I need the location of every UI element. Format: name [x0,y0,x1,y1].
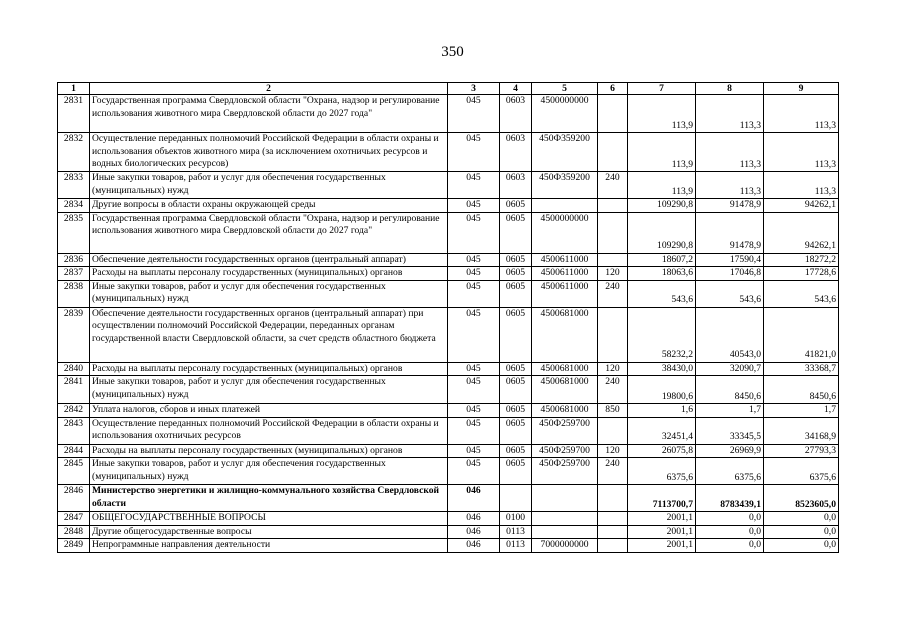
target-article-cell: 4500681000 [532,404,598,418]
ministry-code-cell: 045 [448,417,500,444]
target-article-cell: 4500611000 [532,267,598,281]
ministry-code-cell: 045 [448,172,500,199]
expense-type-cell [598,199,628,213]
item-name-cell: Иные закупки товаров, работ и услуг для обеспечения государственных (муниципальных) нужд [90,172,448,199]
section-code-cell: 0100 [500,512,532,526]
section-code-cell: 0605 [500,212,532,253]
row-number-cell: 2837 [58,267,90,281]
amount-2027-cell: 543,6 [764,280,839,307]
section-code-cell: 0113 [500,539,532,553]
target-article-cell [532,525,598,539]
item-name-cell: Обеспечение деятельности государственных органов (центральный аппарат) [90,253,448,267]
item-name-cell: Расходы на выплаты персоналу государственных (муниципальных) органов [90,267,448,281]
expense-type-cell [598,253,628,267]
target-article-cell: 450Ф359200 [532,133,598,172]
amount-2025-cell: 1,6 [628,404,696,418]
target-article-cell: 4500681000 [532,376,598,404]
header-cell: 8 [696,83,764,95]
ministry-code-cell: 045 [448,212,500,253]
header-cell: 9 [764,83,839,95]
item-name-cell: Иные закупки товаров, работ и услуг для обеспечения государственных (муниципальных) нужд [90,376,448,404]
section-code-cell: 0605 [500,376,532,404]
expense-type-cell: 240 [598,458,628,485]
amount-2025-cell: 543,6 [628,280,696,307]
expense-type-cell [598,307,628,362]
amount-2026-cell: 33345,5 [696,417,764,444]
table-row [58,376,839,404]
ministry-code-cell: 045 [448,253,500,267]
item-name-cell: Другие общегосударственные вопросы [90,525,448,539]
ministry-code-cell: 045 [448,404,500,418]
amount-2025-cell: 2001,1 [628,539,696,553]
ministry-code-cell: 045 [448,362,500,376]
section-code-cell: 0113 [500,525,532,539]
amount-2025-cell: 58232,2 [628,307,696,362]
item-name-cell: Государственная программа Свердловской области "Охрана, надзор и регулирование использования животного мира Свердловской области до 2027 года" [90,212,448,253]
row-number-cell: 2848 [58,525,90,539]
amount-2025-cell: 7113700,7 [628,485,696,512]
item-name-cell: Государственная программа Свердловской области "Охрана, надзор и регулирование использования животного мира Свердловской области до 2027 года" [90,95,448,133]
amount-2027-cell: 113,3 [764,95,839,133]
amount-2025-cell: 38430,0 [628,362,696,376]
amount-2025-cell: 109290,8 [628,212,696,253]
item-name-cell: Иные закупки товаров, работ и услуг для обеспечения государственных (муниципальных) нужд [90,458,448,485]
page-number: 350 [441,44,464,60]
amount-2026-cell: 17046,8 [696,267,764,281]
row-number-cell: 2835 [58,212,90,253]
target-article-cell: 4500681000 [532,362,598,376]
row-number-cell: 2845 [58,458,90,485]
target-article-cell: 4500681000 [532,307,598,362]
ministry-code-cell: 045 [448,444,500,458]
section-code-cell: 0603 [500,172,532,199]
amount-2025-cell: 26075,8 [628,444,696,458]
amount-2027-cell: 8450,6 [764,376,839,404]
amount-2026-cell: 26969,9 [696,444,764,458]
amount-2027-cell: 27793,3 [764,444,839,458]
ministry-code-cell: 045 [448,307,500,362]
amount-2025-cell: 6375,6 [628,458,696,485]
table-row [58,212,839,253]
table-row [58,95,839,133]
amount-2026-cell: 91478,9 [696,199,764,213]
item-name-cell: Уплата налогов, сборов и иных платежей [90,404,448,418]
ministry-code-cell: 046 [448,485,500,512]
target-article-cell [532,512,598,526]
ministry-code-cell: 046 [448,512,500,526]
amount-2026-cell: 0,0 [696,512,764,526]
expense-type-cell: 240 [598,376,628,404]
amount-2026-cell: 113,3 [696,95,764,133]
table-row [58,199,839,213]
expense-type-cell [598,539,628,553]
amount-2026-cell: 32090,7 [696,362,764,376]
amount-2026-cell: 8450,6 [696,376,764,404]
target-article-cell: 450Ф259700 [532,417,598,444]
amount-2027-cell: 94262,1 [764,199,839,213]
table-row [58,362,839,376]
amount-2027-cell: 6375,6 [764,458,839,485]
table-row [58,404,839,418]
section-code-cell: 0605 [500,280,532,307]
row-number-cell: 2833 [58,172,90,199]
section-code-cell: 0605 [500,267,532,281]
expense-type-cell [598,512,628,526]
ministry-code-cell: 046 [448,525,500,539]
amount-2025-cell: 18063,6 [628,267,696,281]
header-cell: 7 [628,83,696,95]
budget-table [57,82,839,553]
expense-type-cell [598,212,628,253]
target-article-cell: 450Ф359200 [532,172,598,199]
table-row [58,417,839,444]
target-article-cell: 4500000000 [532,95,598,133]
expense-type-cell [598,95,628,133]
section-code-cell: 0605 [500,307,532,362]
table-row [58,512,839,526]
row-number-cell: 2847 [58,512,90,526]
amount-2026-cell: 40543,0 [696,307,764,362]
table-row [58,444,839,458]
target-article-cell: 4500611000 [532,253,598,267]
amount-2027-cell: 113,3 [764,172,839,199]
target-article-cell: 4500611000 [532,280,598,307]
expense-type-cell [598,525,628,539]
amount-2027-cell: 8523605,0 [764,485,839,512]
header-cell: 5 [532,83,598,95]
header-cell: 6 [598,83,628,95]
section-code-cell: 0605 [500,362,532,376]
ministry-code-cell: 045 [448,458,500,485]
amount-2026-cell: 17590,4 [696,253,764,267]
amount-2027-cell: 17728,6 [764,267,839,281]
target-article-cell [532,485,598,512]
table-header-row [58,83,839,95]
header-cell: 3 [448,83,500,95]
amount-2027-cell: 41821,0 [764,307,839,362]
expense-type-cell [598,417,628,444]
amount-2026-cell: 0,0 [696,525,764,539]
row-number-cell: 2836 [58,253,90,267]
amount-2025-cell: 18607,2 [628,253,696,267]
header-cell: 1 [58,83,90,95]
amount-2025-cell: 19800,6 [628,376,696,404]
target-article-cell: 450Ф259700 [532,458,598,485]
amount-2026-cell: 543,6 [696,280,764,307]
target-article-cell [532,199,598,213]
ministry-code-cell: 045 [448,267,500,281]
amount-2027-cell: 1,7 [764,404,839,418]
amount-2027-cell: 34168,9 [764,417,839,444]
row-number-cell: 2842 [58,404,90,418]
row-number-cell: 2838 [58,280,90,307]
row-number-cell: 2843 [58,417,90,444]
row-number-cell: 2832 [58,133,90,172]
amount-2027-cell: 0,0 [764,539,839,553]
item-name-cell: Расходы на выплаты персоналу государственных (муниципальных) органов [90,444,448,458]
item-name-cell: Расходы на выплаты персоналу государственных (муниципальных) органов [90,362,448,376]
item-name-cell: Непрограммные направления деятельности [90,539,448,553]
amount-2026-cell: 113,3 [696,172,764,199]
expense-type-cell: 120 [598,444,628,458]
target-article-cell: 4500000000 [532,212,598,253]
section-code-cell: 0605 [500,458,532,485]
table-row [58,267,839,281]
section-code-cell [500,485,532,512]
amount-2026-cell: 8783439,1 [696,485,764,512]
section-code-cell: 0605 [500,417,532,444]
item-name-cell: Иные закупки товаров, работ и услуг для обеспечения государственных (муниципальных) нужд [90,280,448,307]
amount-2025-cell: 113,9 [628,95,696,133]
amount-2027-cell: 113,3 [764,133,839,172]
amount-2027-cell: 0,0 [764,525,839,539]
table-row [58,253,839,267]
row-number-cell: 2846 [58,485,90,512]
ministry-code-cell: 045 [448,133,500,172]
amount-2027-cell: 0,0 [764,512,839,526]
expense-type-cell: 240 [598,172,628,199]
target-article-cell: 7000000000 [532,539,598,553]
section-code-cell: 0605 [500,444,532,458]
section-code-cell: 0605 [500,199,532,213]
table-row [58,172,839,199]
ministry-code-cell: 045 [448,95,500,133]
amount-2027-cell: 33368,7 [764,362,839,376]
row-number-cell: 2831 [58,95,90,133]
amount-2027-cell: 18272,2 [764,253,839,267]
expense-type-cell: 240 [598,280,628,307]
ministry-code-cell: 045 [448,280,500,307]
item-name-cell: Осуществление переданных полномочий Российской Федерации в области охраны и использования объектов животного мира (за исключением охотничьих ресурсов и водных биологических ресурсов) [90,133,448,172]
amount-2026-cell: 1,7 [696,404,764,418]
amount-2025-cell: 2001,1 [628,512,696,526]
amount-2026-cell: 6375,6 [696,458,764,485]
table-row [58,307,839,362]
row-number-cell: 2849 [58,539,90,553]
amount-2025-cell: 113,9 [628,133,696,172]
ministry-code-cell: 045 [448,199,500,213]
row-number-cell: 2844 [58,444,90,458]
row-number-cell: 2839 [58,307,90,362]
ministry-code-cell: 045 [448,376,500,404]
ministry-code-cell: 046 [448,539,500,553]
expense-type-cell: 850 [598,404,628,418]
amount-2026-cell: 0,0 [696,539,764,553]
expense-type-cell: 120 [598,267,628,281]
header-cell: 4 [500,83,532,95]
table-row [58,539,839,553]
header-cell: 2 [90,83,448,95]
amount-2027-cell: 94262,1 [764,212,839,253]
table-row [58,525,839,539]
section-code-cell: 0605 [500,253,532,267]
expense-type-cell [598,133,628,172]
amount-2026-cell: 113,3 [696,133,764,172]
amount-2026-cell: 91478,9 [696,212,764,253]
row-number-cell: 2840 [58,362,90,376]
table-row [58,280,839,307]
amount-2025-cell: 113,9 [628,172,696,199]
section-code-cell: 0605 [500,404,532,418]
section-code-cell: 0603 [500,133,532,172]
item-name-cell: Обеспечение деятельности государственных органов (центральный аппарат) при осуществлении полномочий Российской Федерации, переданных органам государственной власти Свердловской области, за счет средств областного бюджета [90,307,448,362]
amount-2025-cell: 32451,4 [628,417,696,444]
section-code-cell: 0603 [500,95,532,133]
item-name-cell: Другие вопросы в области охраны окружающей среды [90,199,448,213]
amount-2025-cell: 109290,8 [628,199,696,213]
target-article-cell: 450Ф259700 [532,444,598,458]
item-name-cell: Министерство энергетики и жилищно-коммунального хозяйства Свердловской области [90,485,448,512]
item-name-cell: Осуществление переданных полномочий Российской Федерации в области охраны и использования охотничьих ресурсов [90,417,448,444]
row-number-cell: 2841 [58,376,90,404]
table-row [58,485,839,512]
row-number-cell: 2834 [58,199,90,213]
table-row [58,133,839,172]
item-name-cell: ОБЩЕГОСУДАРСТВЕННЫЕ ВОПРОСЫ [90,512,448,526]
table-row [58,458,839,485]
expense-type-cell: 120 [598,362,628,376]
expense-type-cell [598,485,628,512]
amount-2025-cell: 2001,1 [628,525,696,539]
